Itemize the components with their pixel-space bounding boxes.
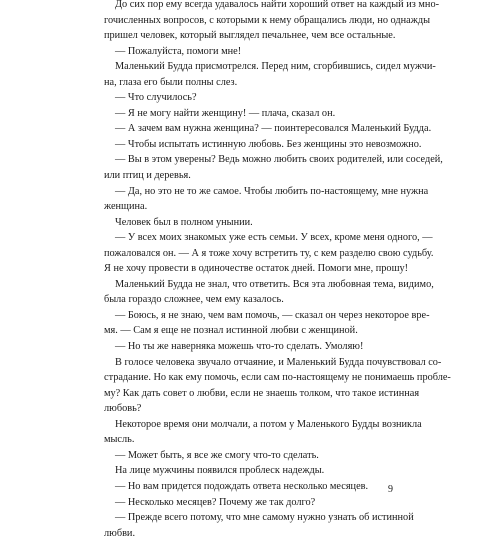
text-line: гочисленных вопросов, с которыми к нему обращались люди, но однажды	[104, 14, 430, 26]
text-line: — Но вам придется подождать ответа несколько месяцев.	[115, 480, 369, 492]
page-number: 9	[388, 484, 393, 495]
text-line: — Прежде всего потому, что мне самому нужно узнать об истинной	[115, 512, 414, 524]
text-line: — Чтобы испытать истинную любовь. Без женщины это невозможно.	[115, 138, 422, 150]
text-line: — Несколько месяцев? Почему же так долго?	[115, 496, 316, 508]
text-line: — Но ты же наверняка можешь что-то сделать. Умоляю!	[115, 341, 364, 353]
text-line: — А зачем вам нужна женщина? — поинтересовался Маленький Будда.	[115, 123, 432, 135]
text-line: му? Как дать совет о любви, если не знаешь толком, что такое истинная	[104, 387, 420, 399]
text-line: мя. — Сам я еще не познал истинной любви с женщиной.	[104, 325, 358, 337]
text-line: — Пожалуйста, помоги мне!	[115, 45, 242, 57]
text-line: На лице мужчины появился проблеск надежды.	[115, 465, 325, 477]
text-line: — Боюсь, я не знаю, чем вам помочь, — сказал он через некоторое вре-	[115, 309, 430, 321]
text-line: Некоторое время они молчали, а потом у Маленького Будды возникла	[115, 418, 422, 430]
text-line: любви.	[104, 527, 136, 539]
text-line: — Что случилось?	[115, 92, 197, 104]
text-line: До сих пор ему всегда удавалось найти хороший ответ на каждый из мно-	[115, 0, 440, 10]
text-line: — Я не могу найти женщину! — плача, сказал он.	[115, 107, 336, 119]
text-line: пожаловался он. — А я тоже хочу встретить ту, с кем разделю свою судьбу.	[104, 247, 434, 259]
text-line: — Да, но это не то же самое. Чтобы любить по-настоящему, мне нужна	[115, 185, 429, 197]
text-line: — Может быть, я все же смогу что-то сделать.	[115, 449, 319, 461]
text-line: — У всех моих знакомых уже есть семьи. У всех, кроме меня одного, —	[115, 232, 433, 244]
text-line: — Вы в этом уверены? Ведь можно любить своих родителей, или соседей,	[115, 154, 443, 166]
text-line: или птиц и деревья.	[104, 170, 191, 182]
text-line: женщина.	[104, 201, 148, 213]
text-line: страдание. Но как ему помочь, если сам по-настоящему не понимаешь пробле-	[104, 372, 451, 384]
text-line: Человек был в полном унынии.	[115, 216, 253, 228]
text-line: Я не хочу провести в одиночестве остаток дней. Помоги мне, прошу!	[104, 263, 409, 275]
text-line: пришел человек, который выглядел печальнее, чем все остальные.	[104, 30, 396, 42]
text-line: Маленький Будда присмотрелся. Перед ним, сгорбившись, сидел мужчи-	[115, 61, 436, 73]
text-line: В голосе человека звучало отчаяние, и Маленький Будда почувствовал со-	[115, 356, 442, 368]
text-line: Маленький Будда не знал, что ответить. Вся эта любовная тема, видимо,	[115, 278, 434, 290]
text-line: на, глаза его были полны слез.	[104, 76, 238, 88]
body-text	[104, 0, 451, 541]
text-line: мысль.	[104, 434, 135, 446]
text-line: любовь?	[104, 403, 142, 415]
text-line: была гораздо сложнее, чем ему казалось.	[104, 294, 284, 306]
